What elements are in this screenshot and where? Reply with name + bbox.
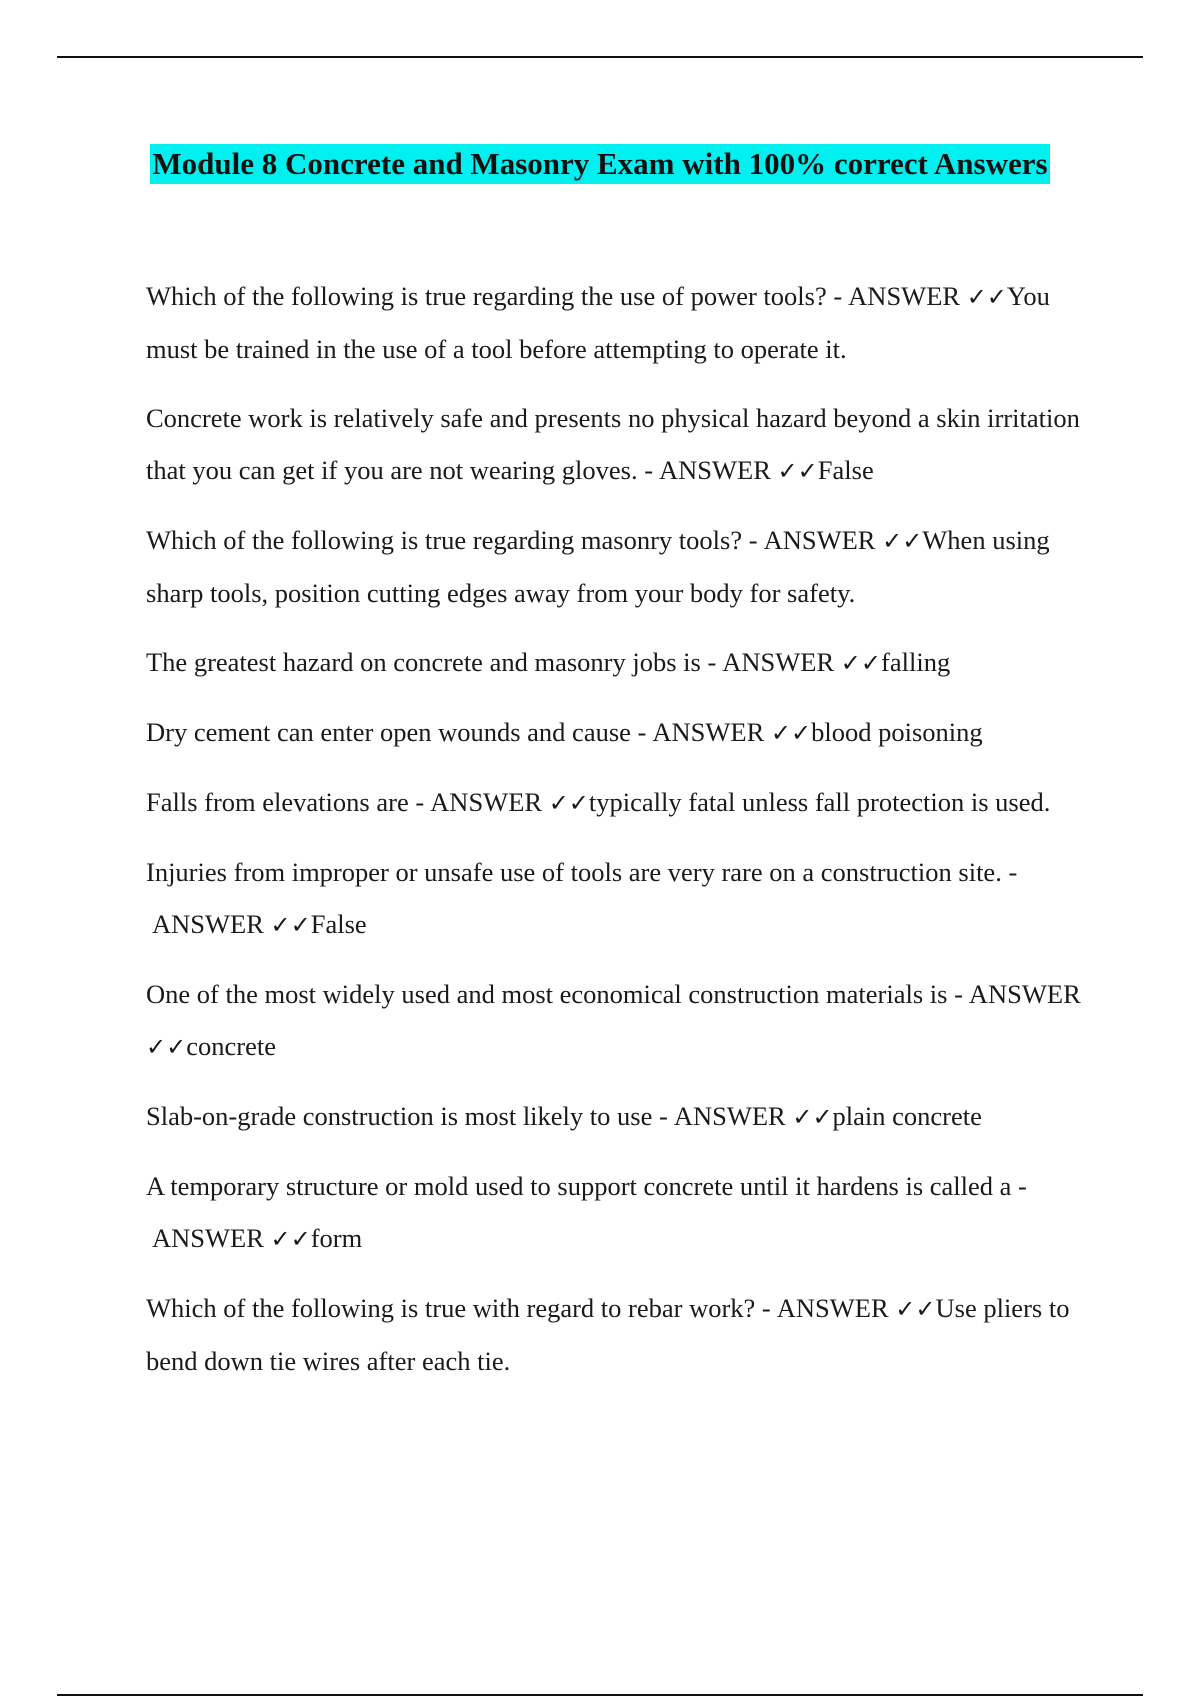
answer-marker: ANSWER — [659, 455, 771, 485]
checkmark-icon: ✓✓ — [270, 911, 311, 939]
question-text: Which of the following is true regarding the use of power tools? - — [146, 281, 843, 311]
checkmark-icon: ✓✓ — [770, 719, 812, 747]
qa-item — [146, 968, 1091, 1073]
qa-item — [146, 1090, 1091, 1143]
top-rule — [57, 56, 1143, 58]
qa-item — [146, 514, 1091, 619]
question-text: Concrete work is relatively safe and presents no physical hazard beyond a skin irritation that you can get if you are not wearing gloves. - — [146, 403, 1080, 485]
answer-marker: ANSWER — [652, 717, 765, 747]
answer-marker: ANSWER — [776, 1293, 889, 1323]
qa-item — [146, 776, 1091, 829]
question-text: Injuries from improper or unsafe use of tools are very rare on a construction site. - — [146, 857, 1018, 887]
checkmark-icon: ✓✓ — [792, 1103, 833, 1131]
checkmark-icon: ✓✓ — [548, 789, 589, 817]
bottom-rule — [57, 1694, 1143, 1696]
question-text: Slab-on-grade construction is most likely to use - — [146, 1101, 668, 1131]
qa-item — [146, 1160, 1091, 1265]
title-container — [0, 144, 1200, 184]
checkmark-icon: ✓✓ — [777, 457, 818, 485]
qa-item — [146, 636, 1091, 689]
qa-item — [146, 392, 1091, 497]
question-text: Which of the following is true with regard to rebar work? - — [146, 1293, 771, 1323]
checkmark-icon: ✓✓ — [270, 1225, 311, 1253]
question-text: A temporary structure or mold used to support concrete until it hardens is called a - — [146, 1171, 1027, 1201]
answer-marker: ANSWER — [430, 787, 543, 817]
answer-text: typically fatal unless fall protection is used. — [588, 787, 1051, 817]
checkmark-icon: ✓✓ — [840, 649, 882, 677]
answer-marker: ANSWER — [152, 1223, 264, 1253]
answer-marker: ANSWER — [673, 1101, 786, 1131]
qa-list — [146, 270, 1091, 1404]
answer-text: plain concrete — [832, 1101, 982, 1131]
document-title: Module 8 Concrete and Masonry Exam with 100% correct Answers — [150, 144, 1049, 184]
answer-text: Use pliers to bend down tie wires after each tie. — [146, 1293, 1070, 1376]
answer-marker: ANSWER — [152, 909, 264, 939]
answer-text: blood poisoning — [811, 717, 983, 747]
question-text: Dry cement can enter open wounds and cause - — [146, 717, 647, 747]
answer-text: concrete — [186, 1031, 276, 1061]
qa-item — [146, 706, 1091, 759]
question-text: The greatest hazard on concrete and masonry jobs is - — [146, 647, 717, 677]
answer-text: You must be trained in the use of a tool before attempting to operate it. — [146, 281, 1050, 364]
qa-item — [146, 1282, 1091, 1387]
checkmark-icon: ✓✓ — [882, 527, 923, 555]
answer-marker: ANSWER — [968, 979, 1081, 1009]
qa-item — [146, 846, 1091, 951]
answer-text: False — [310, 909, 367, 939]
checkmark-icon: ✓✓ — [895, 1295, 936, 1323]
answer-marker: ANSWER — [722, 647, 835, 677]
qa-item — [146, 270, 1091, 375]
answer-marker: ANSWER — [848, 281, 961, 311]
checkmark-icon: ✓✓ — [966, 283, 1007, 311]
checkmark-icon: ✓✓ — [146, 1033, 187, 1061]
answer-text: form — [310, 1223, 363, 1253]
answer-text: falling — [881, 647, 951, 677]
question-text: One of the most widely used and most economical construction materials is - — [146, 979, 963, 1009]
question-text: Falls from elevations are - — [146, 787, 425, 817]
question-text: Which of the following is true regarding masonry tools? - — [146, 525, 758, 555]
answer-marker: ANSWER — [763, 525, 876, 555]
answer-text: When using sharp tools, position cutting edges away from your body for safety. — [146, 525, 1050, 608]
answer-text: False — [817, 455, 874, 485]
